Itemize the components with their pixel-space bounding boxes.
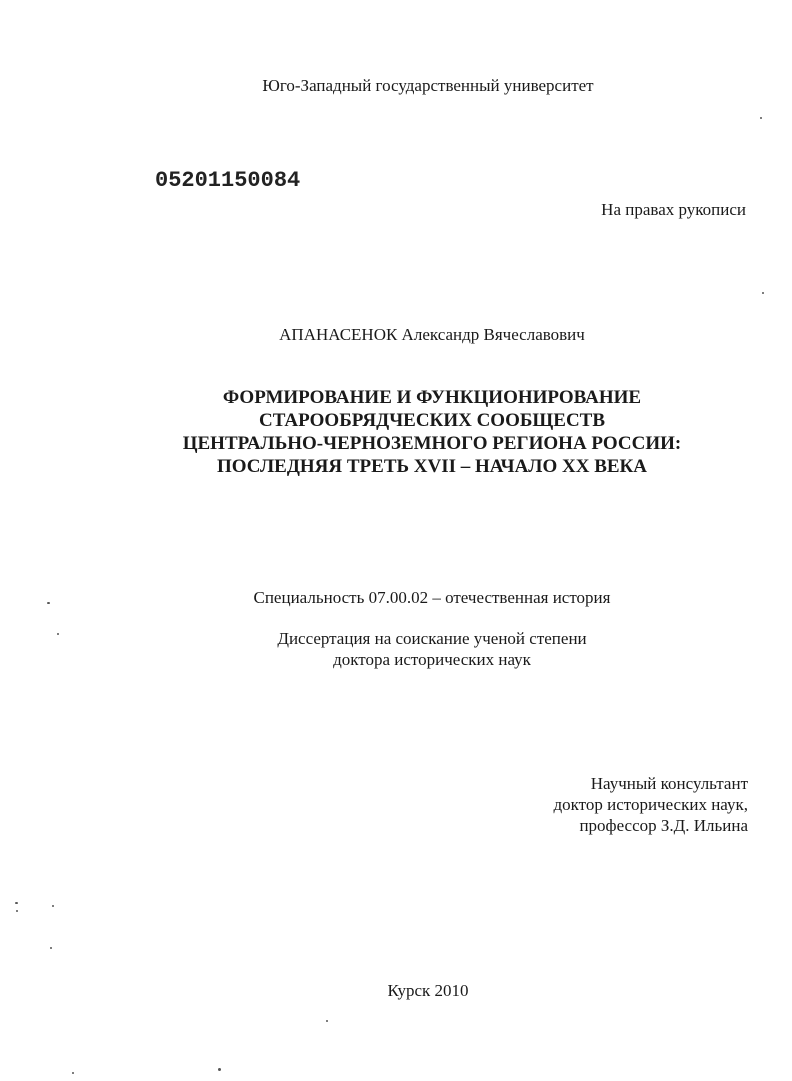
scan-speck <box>326 1020 328 1022</box>
scan-speck <box>760 117 762 119</box>
specialty: Специальность 07.00.02 – отечественная история <box>253 588 611 607</box>
scan-speck <box>47 602 50 604</box>
rights-note: На правах рукописи <box>601 200 746 219</box>
city-year: Курск 2010 <box>387 981 469 1000</box>
dissertation-title <box>36 386 792 478</box>
degree-line-2: доктора исторических наук <box>333 650 531 669</box>
scan-speck <box>15 902 18 904</box>
consultant-line-2: доктор исторических наук, <box>553 795 748 814</box>
scan-speck <box>218 1068 221 1071</box>
degree-statement <box>36 628 792 670</box>
author-name: АПАНАСЕНОК Александр Вячеславович <box>279 325 585 344</box>
degree-line-1: Диссертация на соискание ученой степени <box>277 629 587 648</box>
scan-speck <box>50 947 52 949</box>
catalog-number: 05201150084 <box>155 168 301 193</box>
scan-speck <box>52 905 54 907</box>
consultant-line-3: профессор З.Д. Ильина <box>579 816 748 835</box>
title-line-1: ФОРМИРОВАНИЕ И ФУНКЦИОНИРОВАНИЕ <box>222 387 642 408</box>
scan-speck <box>57 633 59 635</box>
title-line-3: ЦЕНТРАЛЬНО-ЧЕРНОЗЕМНОГО РЕГИОНА РОССИИ: <box>182 433 682 454</box>
scan-speck <box>762 292 764 294</box>
scan-speck <box>16 910 18 912</box>
consultant-line-1: Научный консультант <box>590 774 748 793</box>
scan-speck <box>72 1072 74 1074</box>
title-line-4: ПОСЛЕДНЯЯ ТРЕТЬ XVII – НАЧАЛО XX ВЕКА <box>216 456 648 477</box>
scientific-consultant <box>553 773 748 836</box>
title-line-2: СТАРООБРЯДЧЕСКИХ СООБЩЕСТВ <box>258 410 606 431</box>
university-name: Юго-Западный государственный университет <box>262 76 594 95</box>
